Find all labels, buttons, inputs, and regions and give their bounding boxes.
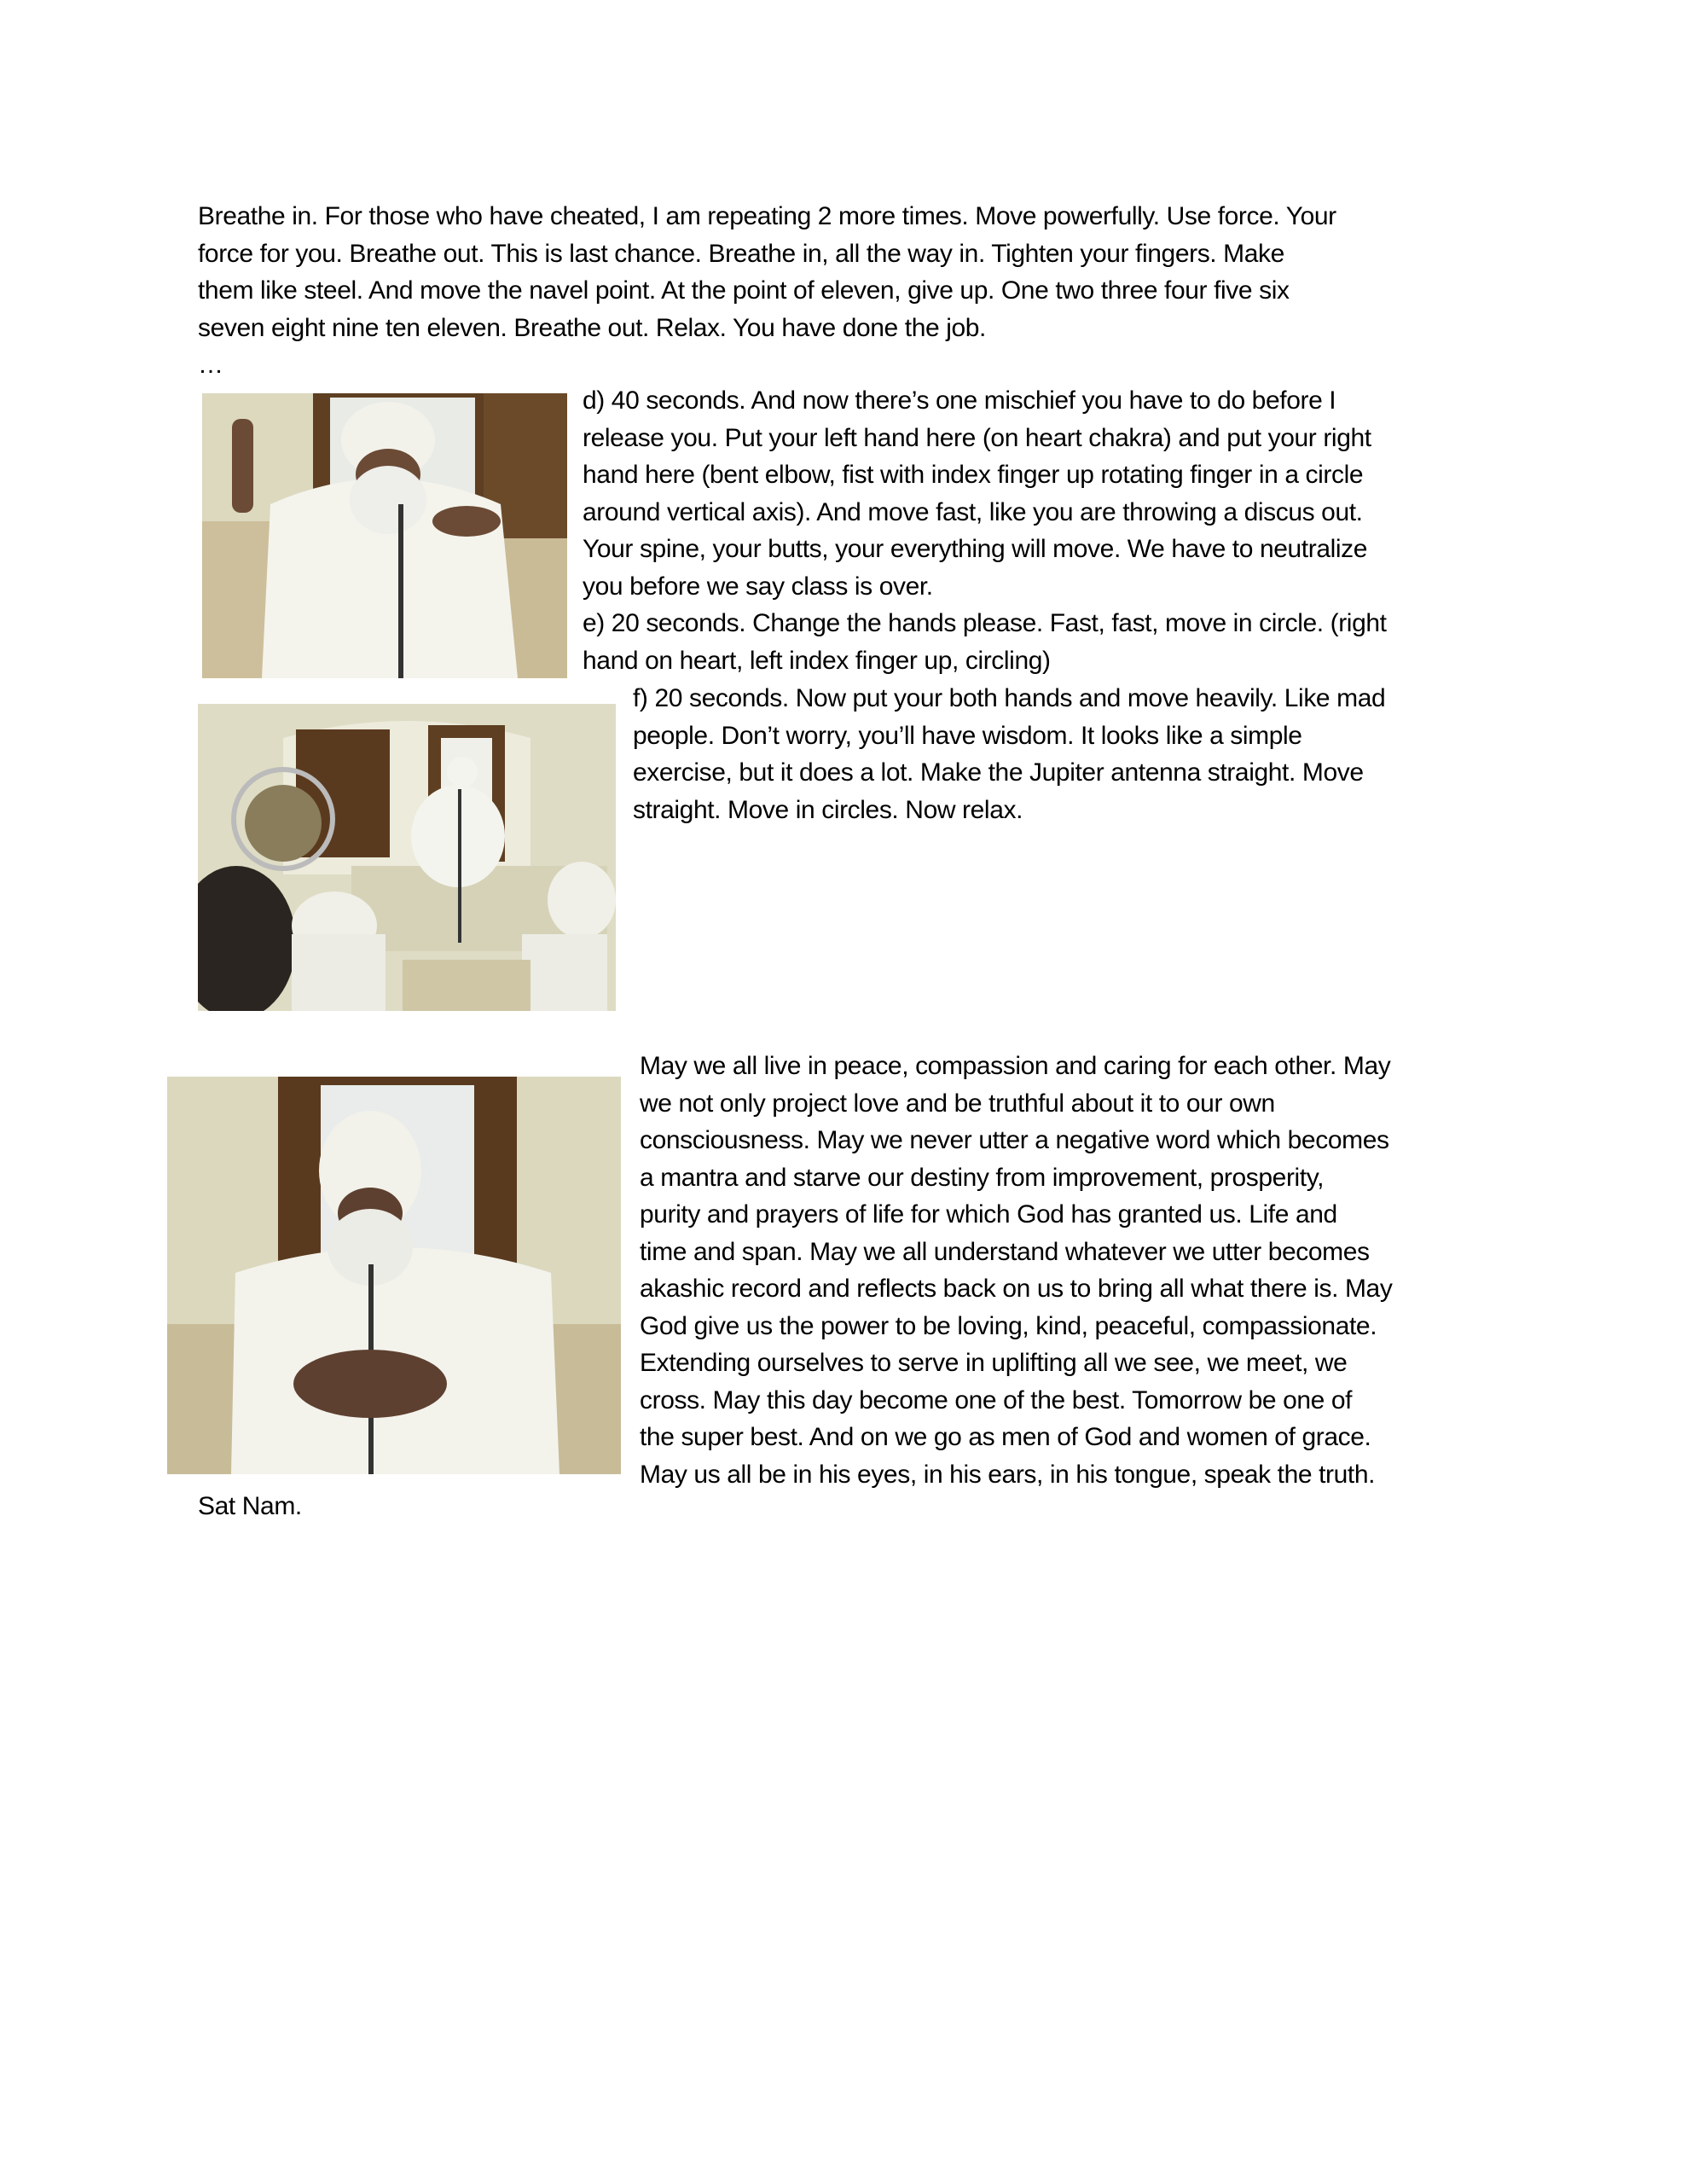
- text-line: d) 40 seconds. And now there’s one mischief you have to do before I: [583, 386, 1336, 415]
- text-line: straight. Move in circles. Now relax.: [633, 795, 1023, 824]
- text-line: them like steel. And move the navel point. At the point of eleven, give up. One two three four five six: [198, 276, 1290, 305]
- text-line: akashic record and reflects back on us to bring all what there is. May: [640, 1275, 1393, 1303]
- text-line: hand on heart, left index finger up, circling): [583, 646, 1051, 675]
- text-line: God give us the power to be loving, kind, peaceful, compassionate.: [640, 1311, 1377, 1340]
- text-line: f) 20 seconds. Now put your both hands and move heavily. Like mad: [633, 684, 1386, 712]
- text-line: Breathe in. For those who have cheated, I am repeating 2 more times. Move powerfully. Use force. Your: [198, 202, 1336, 230]
- text-line: May we all live in peace, compassion and caring for each other. May: [640, 1052, 1391, 1080]
- text-line: cross. May this day become one of the best. Tomorrow be one of: [640, 1385, 1353, 1414]
- text-line: people. Don’t worry, you’ll have wisdom. It looks like a simple: [633, 721, 1302, 750]
- step-f-paragraph: [633, 680, 1486, 828]
- step-d-paragraph: [583, 382, 1487, 605]
- text-line: release you. Put your left hand here (on heart chakra) and put your right: [583, 423, 1371, 452]
- closing-sat-nam: Sat Nam.: [198, 1492, 302, 1520]
- text-line: around vertical axis). And move fast, like you are throwing a discus out.: [583, 497, 1363, 526]
- photo-teacher-finger-raised: [202, 393, 567, 678]
- text-line: you before we say class is over.: [583, 572, 933, 601]
- text-line: time and span. May we all understand whatever we utter becomes: [640, 1237, 1370, 1266]
- text-line: e) 20 seconds. Change the hands please. Fast, fast, move in circle. (right: [583, 609, 1387, 637]
- photo-teacher-seated-meditating: [167, 1077, 621, 1474]
- text-line: hand here (bent elbow, fist with index finger up rotating finger in a circle: [583, 461, 1364, 489]
- text-line: a mantra and starve our destiny from improvement, prosperity,: [640, 1163, 1325, 1192]
- text-line: Extending ourselves to serve in uplifting all we see, we meet, we: [640, 1349, 1348, 1377]
- photo-class-scene: [198, 704, 616, 1011]
- text-line: we not only project love and be truthful about it to our own: [640, 1089, 1275, 1118]
- text-line: Your spine, your butts, your everything will move. We have to neutralize: [583, 535, 1368, 563]
- step-e-paragraph: [583, 605, 1487, 679]
- text-line: purity and prayers of life for which God has granted us. Life and: [640, 1200, 1337, 1228]
- blessing-paragraph: [640, 1048, 1493, 1493]
- text-line: exercise, but it does a lot. Make the Jupiter antenna straight. Move: [633, 758, 1364, 787]
- text-line: the super best. And on we go as men of God and women of grace.: [640, 1423, 1371, 1451]
- ellipsis: …: [198, 351, 223, 379]
- text-line: force for you. Breathe out. This is last chance. Breathe in, all the way in. Tighten your fingers. Make: [198, 239, 1284, 268]
- text-line: seven eight nine ten eleven. Breathe out. Relax. You have done the job.: [198, 313, 986, 342]
- text-line: consciousness. May we never utter a negative word which becomes: [640, 1126, 1389, 1154]
- text-line: May us all be in his eyes, in his ears, in his tongue, speak the truth.: [640, 1460, 1376, 1489]
- intro-paragraph: [198, 198, 1494, 384]
